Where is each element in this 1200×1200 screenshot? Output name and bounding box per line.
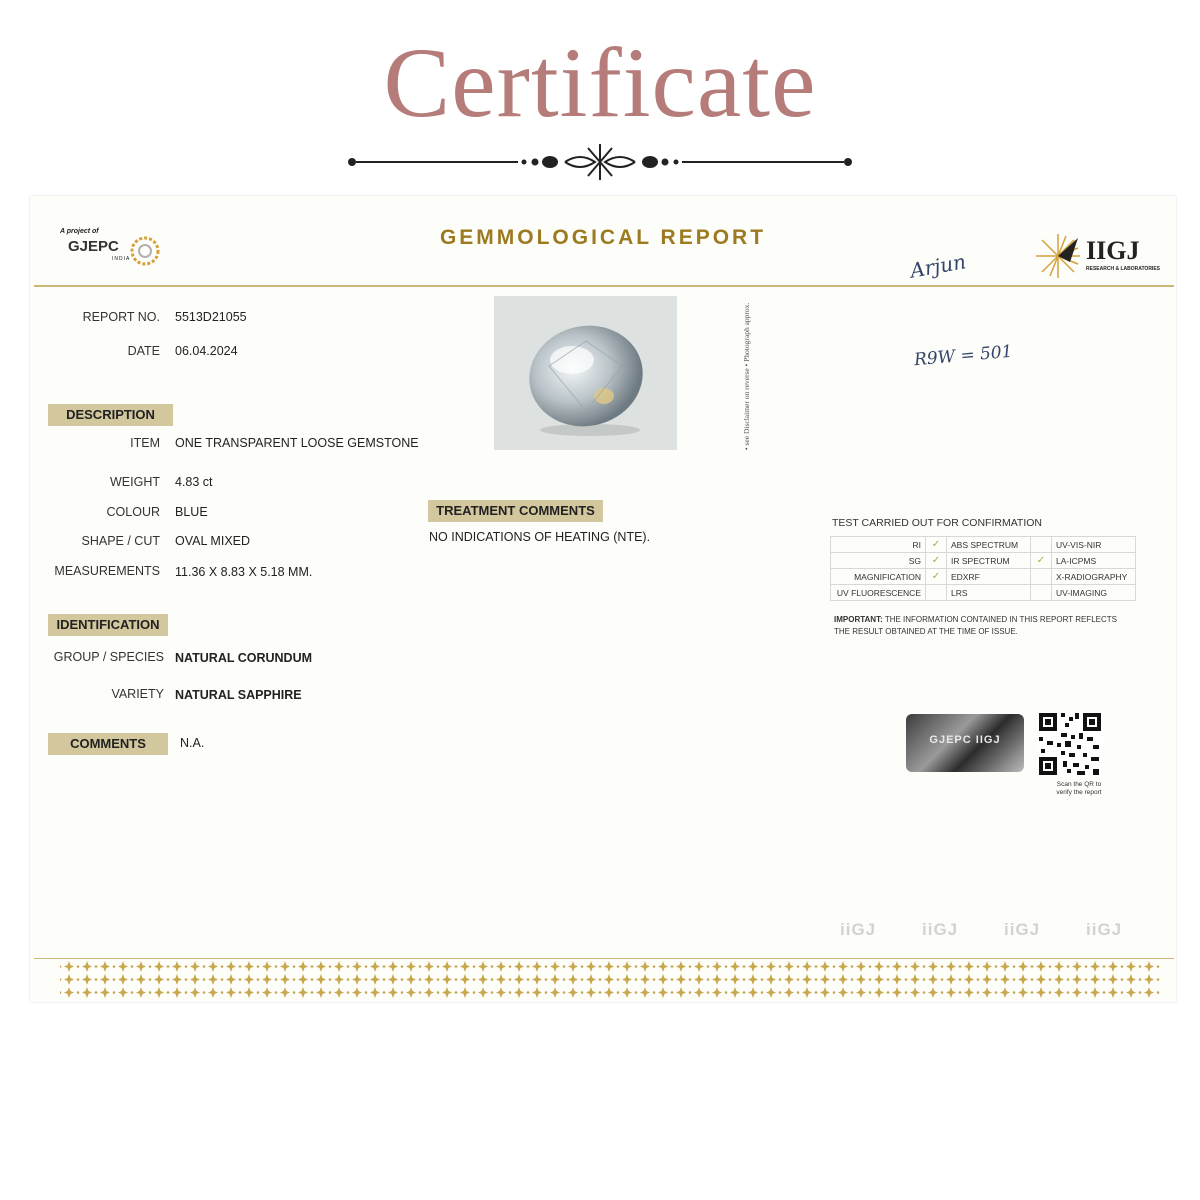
- weight-value: 4.83 ct: [175, 475, 213, 489]
- header-divider: [34, 285, 1174, 287]
- security-hologram: [906, 714, 1024, 772]
- iigj-watermark: iiGJ: [922, 920, 959, 939]
- footer-divider: [34, 958, 1174, 959]
- iigj-watermark: iiGJ: [840, 920, 877, 939]
- check-icon: [1031, 537, 1052, 553]
- test-name: EDXRF: [947, 569, 1031, 585]
- page-headline: Certificate: [383, 27, 817, 138]
- tests-heading: TEST CARRIED OUT FOR CONFIRMATION: [832, 517, 1043, 529]
- test-name: UV-IMAGING: [1052, 585, 1136, 601]
- variety-label: VARIETY: [111, 687, 164, 701]
- iigj-watermark: iiGJ: [1004, 920, 1041, 939]
- iigj-watermark: iiGJ: [1086, 920, 1123, 939]
- treatment-value: NO INDICATIONS OF HEATING (NTE).: [429, 530, 651, 544]
- colour-label: COLOUR: [106, 505, 160, 519]
- test-name: ABS SPECTRUM: [947, 537, 1031, 553]
- colour-value: BLUE: [175, 505, 208, 519]
- handwritten-name: Arjun: [908, 249, 968, 283]
- photo-disclaimer: [738, 296, 754, 451]
- item-value: ONE TRANSPARENT LOOSE GEMSTONE: [175, 436, 419, 450]
- iigj-sunburst-icon: [1034, 232, 1082, 280]
- check-icon: ✓: [926, 537, 947, 553]
- report-title: GEMMOLOGICAL REPORT: [439, 226, 767, 249]
- test-name: LA-ICPMS: [1052, 553, 1136, 569]
- gjepc-logo-sub: INDIA: [112, 256, 131, 262]
- qr-caption: Scan the QR to verify the report: [1056, 781, 1102, 796]
- date-value: 06.04.2024: [175, 344, 238, 358]
- date-label: DATE: [127, 344, 160, 358]
- check-icon: [926, 585, 947, 601]
- comments-value: N.A.: [180, 736, 205, 750]
- iigj-logo-sub: RESEARCH & LABORATORIES: [1086, 266, 1160, 272]
- measurements-label: MEASUREMENTS: [54, 564, 160, 578]
- hologram-text: GJEPC IIGJ: [929, 734, 1001, 746]
- gjepc-logo-text: GJEPC: [68, 238, 119, 255]
- project-label: A project of: [60, 228, 99, 235]
- check-icon: [1031, 569, 1052, 585]
- important-note: [834, 614, 1124, 638]
- shape-value: OVAL MIXED: [175, 534, 251, 548]
- sparkle-border: [60, 960, 1160, 1000]
- treatment-heading: TREATMENT COMMENTS: [428, 500, 603, 522]
- ornament-divider: [340, 140, 860, 184]
- report-no-label: REPORT NO.: [82, 310, 160, 324]
- check-icon: ✓: [926, 569, 947, 585]
- description-heading: DESCRIPTION: [48, 404, 173, 426]
- shape-label: SHAPE / CUT: [81, 534, 160, 548]
- handwritten-note: R9W = 501: [913, 341, 1014, 371]
- item-label: ITEM: [130, 436, 160, 450]
- check-icon: ✓: [926, 553, 947, 569]
- table-row: [831, 553, 1136, 569]
- table-row: [831, 569, 1136, 585]
- test-label: UV FLUORESCENCE: [831, 585, 926, 601]
- identification-heading: IDENTIFICATION: [48, 614, 168, 636]
- tests-table: [830, 536, 1136, 601]
- gemstone-photo: [494, 296, 677, 450]
- test-label: MAGNIFICATION: [831, 569, 926, 585]
- comments-heading: COMMENTS: [48, 733, 168, 755]
- test-label: SG: [831, 553, 926, 569]
- test-name: X-RADIOGRAPHY: [1052, 569, 1136, 585]
- test-name: IR SPECTRUM: [947, 553, 1031, 569]
- report-no-value: 5513D21055: [175, 310, 247, 324]
- weight-label: WEIGHT: [110, 475, 160, 489]
- qr-code[interactable]: [1037, 711, 1103, 777]
- photo-disclaimer-text: • see Disclaimer on reverse • Photograph approx.: [742, 302, 751, 450]
- group-label: GROUP / SPECIES: [53, 650, 164, 664]
- iigj-logo-text: IIGJ: [1086, 236, 1140, 265]
- test-label: RI: [831, 537, 926, 553]
- group-value: NATURAL CORUNDUM: [175, 651, 313, 665]
- table-row: [831, 537, 1136, 553]
- check-icon: ✓: [1031, 553, 1052, 569]
- measurements-value: 11.36 X 8.83 X 5.18 MM.: [175, 565, 313, 579]
- table-row: [831, 585, 1136, 601]
- important-label: IMPORTANT:: [834, 615, 883, 624]
- important-text: THE INFORMATION CONTAINED IN THIS REPORT REFLECTS THE RESULT OBTAINED AT THE TIME OF ISSUE.: [834, 615, 1117, 636]
- variety-value: NATURAL SAPPHIRE: [175, 688, 302, 702]
- check-icon: [1031, 585, 1052, 601]
- gemmological-report-sheet: [30, 196, 1176, 1002]
- test-name: UV-VIS-NIR: [1052, 537, 1136, 553]
- test-name: LRS: [947, 585, 1031, 601]
